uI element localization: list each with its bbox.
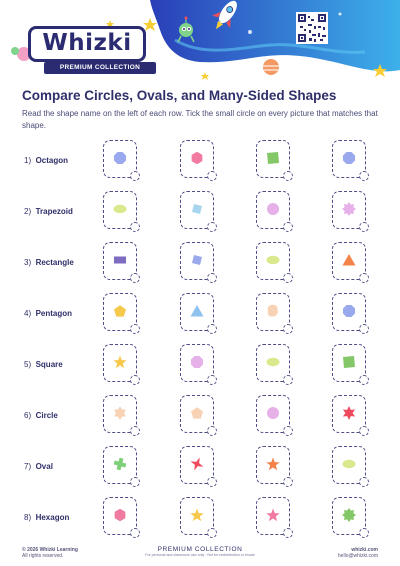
tick-circle[interactable] — [207, 324, 217, 334]
tick-circle[interactable] — [359, 477, 369, 487]
row-number: 3) — [24, 258, 32, 267]
octagon-shape — [188, 354, 206, 370]
row-shape-name: Square — [35, 360, 63, 369]
star5-shape — [188, 507, 206, 523]
page-footer — [0, 545, 400, 566]
shape-row — [0, 187, 400, 237]
row-shape-name: Octagon — [35, 156, 69, 165]
header-banner — [0, 0, 400, 86]
tick-circle[interactable] — [283, 222, 293, 232]
worksheet-instructions: Read the shape name on the left of each row. Tick the small circle on every picture that matches that shape. — [22, 109, 378, 130]
row-label — [24, 258, 74, 267]
tick-circle[interactable] — [283, 171, 293, 181]
rhombus-shape — [188, 252, 206, 268]
premium-ribbon: PREMIUM COLLECTION — [44, 62, 156, 74]
shape-row — [0, 238, 400, 288]
octagon-shape — [340, 303, 358, 319]
oval-shape — [111, 201, 129, 217]
oval-shape — [340, 456, 358, 472]
shape-row — [0, 136, 400, 186]
row-shape-name: Circle — [35, 411, 58, 420]
row-shape-name: Trapezoid — [35, 207, 73, 216]
row-number: 5) — [24, 360, 32, 369]
tick-circle[interactable] — [283, 375, 293, 385]
tick-circle[interactable] — [130, 528, 140, 538]
star5-shape — [111, 354, 129, 370]
tick-circle[interactable] — [207, 171, 217, 181]
whizki-logo — [28, 26, 146, 62]
star8-shape — [340, 201, 358, 217]
shape-row — [0, 340, 400, 390]
star8-shape — [340, 507, 358, 523]
row-shape-name: Rectangle — [35, 258, 74, 267]
cross-shape — [111, 456, 129, 472]
footer-site: whizki.com — [351, 547, 378, 553]
tick-circle[interactable] — [283, 477, 293, 487]
tick-circle[interactable] — [359, 273, 369, 283]
shape-row — [0, 289, 400, 339]
star5-shape — [264, 507, 282, 523]
row-number: 8) — [24, 513, 32, 522]
tick-circle[interactable] — [130, 171, 140, 181]
footer-collection: PREMIUM COLLECTION — [157, 546, 243, 553]
footer-copyright: © 2026 Whizki Learning — [22, 547, 78, 553]
tick-circle[interactable] — [207, 528, 217, 538]
pentagon-shape — [188, 405, 206, 421]
row-number: 1) — [24, 156, 32, 165]
row-label — [24, 156, 68, 165]
tick-circle[interactable] — [207, 222, 217, 232]
rhombus-shape — [188, 201, 206, 217]
tick-circle[interactable] — [207, 477, 217, 487]
tick-circle[interactable] — [283, 273, 293, 283]
tick-circle[interactable] — [283, 528, 293, 538]
circle-shape — [264, 201, 282, 217]
row-number: 7) — [24, 462, 32, 471]
tick-circle[interactable] — [359, 375, 369, 385]
star6-shape — [111, 405, 129, 421]
tick-circle[interactable] — [130, 222, 140, 232]
tick-circle[interactable] — [130, 324, 140, 334]
footer-note: For personal and classroom use only · Not for redistribution or resale — [145, 553, 255, 557]
tick-circle[interactable] — [207, 375, 217, 385]
shape-row — [0, 493, 400, 543]
tick-circle[interactable] — [207, 426, 217, 436]
tick-circle[interactable] — [130, 426, 140, 436]
square-tilt-shape — [264, 150, 282, 166]
pentagon-shape — [111, 303, 129, 319]
logo-text: Whizki — [42, 30, 132, 56]
star4-shape — [188, 456, 206, 472]
row-label — [24, 309, 72, 318]
tick-circle[interactable] — [359, 171, 369, 181]
shape-row — [0, 442, 400, 492]
row-label — [24, 207, 73, 216]
hexagon-shape — [111, 507, 129, 523]
rect-shape — [111, 252, 129, 268]
star5-shape — [264, 456, 282, 472]
tick-circle[interactable] — [130, 375, 140, 385]
tick-circle[interactable] — [130, 477, 140, 487]
blob-shape — [264, 303, 282, 319]
row-label — [24, 360, 63, 369]
row-shape-name: Oval — [35, 462, 53, 471]
tick-circle[interactable] — [130, 273, 140, 283]
shape-row — [0, 391, 400, 441]
row-shape-name: Hexagon — [35, 513, 70, 522]
tick-circle[interactable] — [283, 426, 293, 436]
triangle-shape — [188, 303, 206, 319]
footer-rights: All rights reserved. — [22, 553, 64, 559]
worksheet-title: Compare Circles, Ovals, and Many-Sided Shapes — [22, 88, 337, 103]
tick-circle[interactable] — [207, 273, 217, 283]
row-label — [24, 411, 58, 420]
row-shape-name: Pentagon — [35, 309, 73, 318]
tick-circle[interactable] — [359, 222, 369, 232]
oval-shape — [264, 354, 282, 370]
tick-circle[interactable] — [359, 528, 369, 538]
row-number: 4) — [24, 309, 32, 318]
triangle-shape — [340, 252, 358, 268]
tick-circle[interactable] — [283, 324, 293, 334]
row-label — [24, 462, 53, 471]
flower-shape — [340, 405, 358, 421]
square-tilt-shape — [340, 354, 358, 370]
row-number: 6) — [24, 411, 32, 420]
row-number: 2) — [24, 207, 32, 216]
tick-circle[interactable] — [359, 426, 369, 436]
octagon-shape — [111, 150, 129, 166]
tick-circle[interactable] — [359, 324, 369, 334]
octagon-shape — [340, 150, 358, 166]
oval-shape — [264, 252, 282, 268]
hexagon-shape — [188, 150, 206, 166]
footer-email: hello@whizki.com — [337, 553, 378, 559]
circle-shape — [264, 405, 282, 421]
row-label — [24, 513, 69, 522]
